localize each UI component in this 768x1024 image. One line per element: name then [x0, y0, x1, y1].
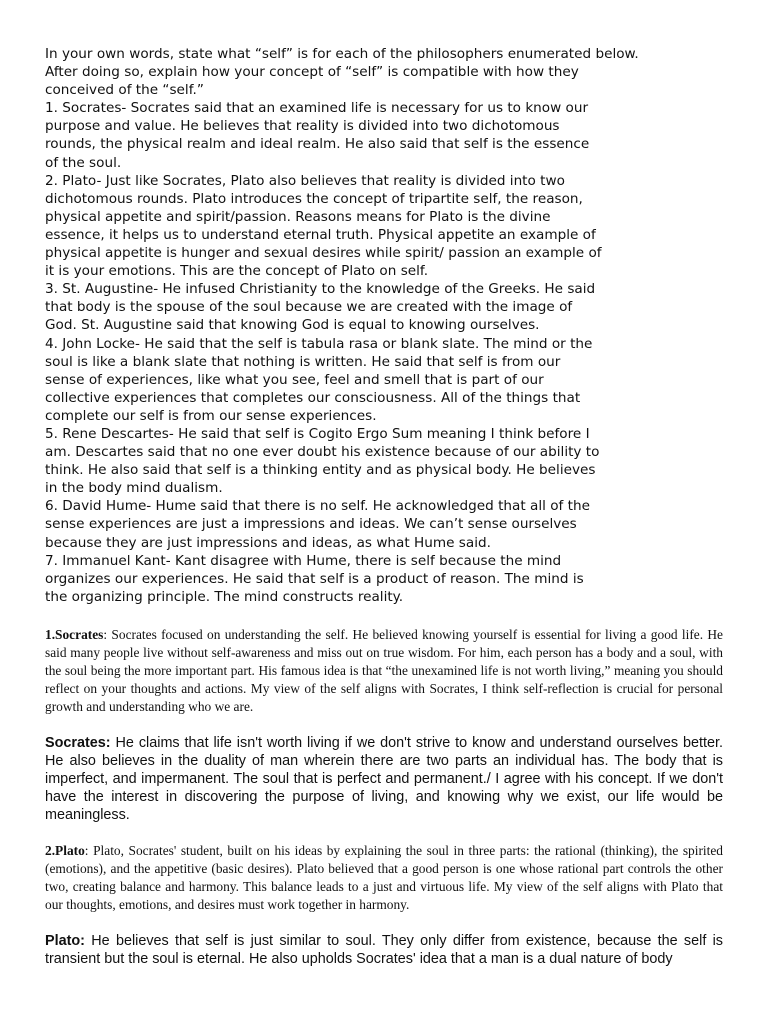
list-item-line: 2. Plato- Just like Socrates, Plato also believes that reality is divided into two [45, 172, 565, 189]
answer-separator: : [103, 626, 112, 642]
intro-line: After doing so, explain how your concept of “self” is compatible with how they [45, 64, 579, 81]
list-item-line: it is your emotions. This are the concept of Plato on self. [45, 263, 429, 280]
list-item-line: physical appetite and spirit/passion. Reasons means for Plato is the divine [45, 208, 551, 225]
answer-label: 1.Socrates [45, 626, 104, 642]
intro-line: In your own words, state what “self” is for each of the philosophers enumerated below. [45, 46, 639, 62]
list-item-line: that body is the spouse of the soul because we are created with the image of [45, 299, 573, 316]
document-page [45, 45, 723, 968]
list-item-line: physical appetite is hunger and sexual desires while spirit/ passion an example of [45, 245, 602, 262]
answer-separator: : [84, 842, 94, 858]
answer-text: He claims that life isn't worth living if we don't strive to know and understand ourselves better. He also believes in the duality of man wherein there are two parts an individual has. The body that is imperfect, and impermanent. The soul that is perfect and permanent./ I agree with his concept. If we don't have the interest in discovering the purpose of living, and knowing why we exist, our life would be meaningless. [45, 734, 724, 823]
list-item-line: organizes our experiences. He said that self is a product of reason. The mind is [45, 570, 584, 587]
answer-text: Socrates focused on understanding the self. He believed knowing yourself is essential for living a good life. He said many people live without self-awareness and miss out on true wisdom. For him, each person has a body and a soul, with the soul being the more important part. His famous idea is that “the unexamined life is not worth living,” meaning you should reflect on your thoughts and actions. My view of the self aligns with Socrates, I think self-reflection is crucial for personal growth and understanding who we are. [45, 626, 723, 714]
answer-text: He believes that self is just similar to soul. They only differ from existence, because the self is transient but the soul is eternal. He also upholds Socrates' idea that a man is a dual nature of body [45, 932, 723, 967]
list-item-line: am. Descartes said that no one ever doubt his existence because of our ability to [45, 444, 600, 461]
list-item-line: think. He also said that self is a thinking entity and as physical body. He believes [45, 462, 596, 479]
list-item-line: soul is like a blank slate that nothing is written. He said that self is from our [45, 353, 561, 370]
answer-text: Plato, Socrates' student, built on his ideas by explaining the soul in three parts: the rational (thinking), the spirited (emotions), and the appetitive (basic desires). Plato believed that a good person is one whose rational part controls the other two, creating balance and harmony. This balance leads to a just and virtuous life. My view of the self aligns with Plato that our thoughts, emotions, and desires must work together in harmony. [45, 842, 723, 912]
list-item-line: essence, it helps us to understand eternal truth. Physical appetite an example of [45, 226, 596, 243]
list-item-line: rounds, the physical realm and ideal realm. He also said that self is the essence [45, 136, 590, 153]
list-item-line: 5. Rene Descartes- He said that self is Cogito Ergo Sum meaning I think before I [45, 425, 590, 442]
answer-label: Plato: [45, 932, 85, 949]
answer-socrates-serif [45, 626, 723, 716]
list-item-line: collective experiences that completes our consciousness. All of the things that [45, 389, 581, 406]
list-item-line: 3. St. Augustine- He infused Christianity to the knowledge of the Greeks. He said [45, 281, 596, 298]
list-item-line: 4. John Locke- He said that the self is tabula rasa or blank slate. The mind or the [45, 335, 593, 352]
answer-plato-serif [45, 842, 723, 914]
list-item-line: in the body mind dualism. [45, 480, 223, 497]
list-item-line: 6. David Hume- Hume said that there is no self. He acknowledged that all of the [45, 498, 590, 515]
question-block [45, 45, 723, 606]
intro-line: conceived of the “self.” [45, 82, 204, 99]
answer-plato-sans [45, 932, 723, 968]
list-item-line: because they are just impressions and ideas, as what Hume said. [45, 534, 491, 551]
list-item-line: complete our self is from our sense experiences. [45, 407, 377, 424]
answer-label: Socrates: [45, 734, 111, 751]
answer-label: 2.Plato [45, 842, 85, 858]
list-item-line: of the soul. [45, 154, 122, 171]
list-item-line: sense experiences are just a impressions and ideas. We can’t sense ourselves [45, 516, 577, 533]
answer-socrates-sans [45, 734, 723, 824]
list-item-line: the organizing principle. The mind constructs reality. [45, 588, 404, 605]
list-item-line: God. St. Augustine said that knowing God is equal to knowing ourselves. [45, 317, 540, 334]
list-item-line: dichotomous rounds. Plato introduces the concept of tripartite self, the reason, [45, 190, 583, 207]
list-item-line: 7. Immanuel Kant- Kant disagree with Hume, there is self because the mind [45, 552, 562, 569]
list-item-line: purpose and value. He believes that reality is divided into two dichotomous [45, 118, 560, 135]
list-item-line: sense of experiences, like what you see, feel and smell that is part of our [45, 371, 544, 388]
list-item-line: 1. Socrates- Socrates said that an examined life is necessary for us to know our [45, 100, 589, 117]
